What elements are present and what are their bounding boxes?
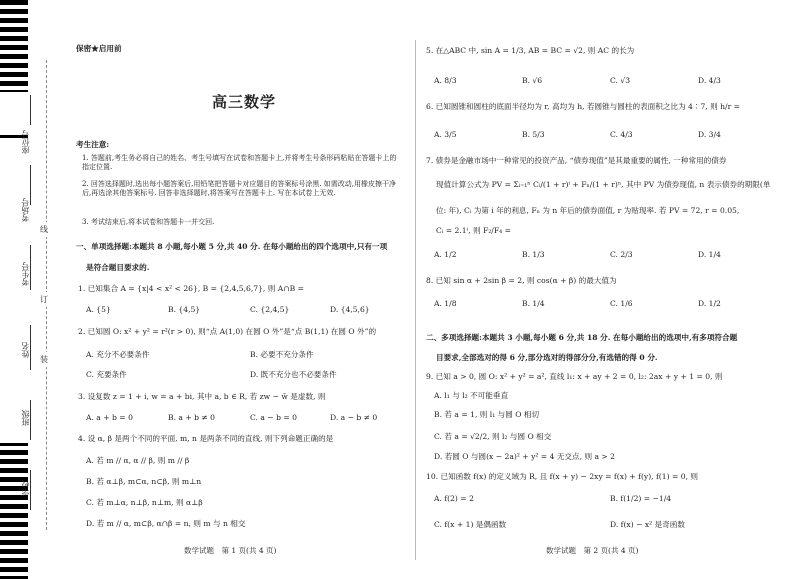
q8-option-b: B. 1/4 (522, 299, 545, 308)
q2-option-b: B. 必要不充分条件 (250, 350, 314, 359)
q9-option-c: C. 若 a = √2/2, 则 l₂ 与圆 O 相交 (434, 432, 552, 441)
q7-stem-line3: 位: 年), Cᵢ 为第 i 年的利息, Fₙ 为 n 年后的债券面值, r 为贴现率. 若 PV = 72, r = 0.05, (436, 206, 740, 215)
q10-option-d: D. f(x) − x² 是奇函数 (610, 520, 685, 529)
q9-option-d: D. 若圆 O 与圆(x − 2a)² + y² = 4 无交点, 则 a > 2 (434, 452, 615, 461)
q8-option-d: D. 1/2 (698, 299, 721, 308)
class-label: 班级 (21, 410, 30, 426)
page-title: 高三数学 (212, 93, 277, 111)
q1-option-c: C. {2,4,5} (250, 305, 290, 314)
q5-option-d: D. 4/3 (698, 76, 721, 85)
q3-option-c: C. a − b = 0 (250, 413, 297, 422)
q6-option-d: D. 3/4 (698, 130, 721, 139)
q7-option-b: B. 1/3 (522, 250, 545, 259)
q1-option-d: D. {4,5,6} (330, 305, 370, 314)
q7-option-c: C. 2/3 (610, 250, 633, 259)
q5-option-c: C. √3 (610, 76, 631, 85)
q1-option-b: B. {4,5} (168, 305, 201, 314)
q10-option-a: A. f(2) = 2 (434, 494, 474, 503)
notice-2: 2. 回答选择题时,选出每小题答案后,用铅笔把答题卡对应题目的答案标号涂黑. 如需改动,用橡皮擦干净后,再选涂其他答案标号. 回答非选择题时,将答案写在答题卡上. 写在本试卷上无效. (82, 180, 397, 198)
candidate-number-label: 考生号 (21, 262, 30, 286)
q4-option-a: A. 若 m // α, α // β, 则 m // β (86, 456, 190, 465)
q10-option-b: B. f(1/2) = −1/4 (610, 494, 672, 503)
secret-label: 保密★启用前 (76, 44, 122, 53)
q2-option-c: C. 充要条件 (86, 370, 127, 379)
cut-mark-bind: 订 (40, 292, 48, 307)
q9-option-b: B. 若 a = 1, 则 l₁ 与圆 O 相切 (434, 410, 540, 419)
q4-stem: 4. 设 α, β 是两个不同的平面, m, n 是两条不同的直线, 则下列命题正确的是 (78, 434, 334, 443)
q8-option-c: C. 1/6 (610, 299, 633, 308)
q3-option-a: A. a + b = 0 (86, 413, 133, 422)
q7-stem-line2: 现值计算公式为 PV = Σᵢ₌₁ⁿ Cᵢ/(1 + r)ⁱ + Fₙ/(1 + r)ⁿ, 其中 PV 为债券现值, n 表示债券的期限(单 (436, 180, 771, 189)
q1-option-a: A. {5} (86, 305, 111, 314)
q7-stem-line4: Cᵢ = 2.1ⁱ, 则 F₂/F₄ = (436, 226, 511, 235)
section2-heading: 二、多项选择题:本题共 3 小题,每小题 6 分,共 18 分. 在每小题给出的选项中,有多项符合题 (426, 333, 738, 342)
q5-option-a: A. 8/3 (434, 76, 457, 85)
page-1-footer: 数学试题 第 1 页(共 4 页) (184, 546, 277, 555)
section1-heading-cont: 是符合题目要求的. (86, 263, 150, 272)
notice-title: 考生注意: (76, 140, 110, 149)
section1-heading: 一、单项选择题:本题共 8 小题,每小题 5 分,共 40 分. 在每小题给出的四个选项中,只有一项 (76, 242, 388, 251)
q4-option-d: D. 若 m // α, m⊂β, α∩β = n, 则 m 与 n 相交 (86, 519, 246, 528)
section2-heading-cont: 目要求,全部选对的得 6 分,部分选对的得部分分,有选错的得 0 分. (436, 353, 658, 362)
q6-option-b: B. 5/3 (522, 130, 545, 139)
cut-mark-line: 线 (40, 222, 48, 237)
q8-option-a: A. 1/8 (434, 299, 457, 308)
q6-option-a: A. 3/5 (434, 130, 457, 139)
notice-3: 3. 考试结束后,将本试卷和答题卡一并交回. (82, 218, 215, 226)
name-label: 姓名 (21, 342, 30, 358)
binding-margin (0, 0, 70, 579)
q6-option-c: C. 4/3 (610, 130, 633, 139)
q9-option-a: A. l₁ 与 l₂ 不可能垂直 (434, 391, 509, 400)
q5-option-b: B. √6 (522, 76, 543, 85)
q5-stem: 5. 在△ABC 中, sin A = 1/3, AB = BC = √2, 则 AC 的长为 (426, 46, 635, 55)
q2-option-a: A. 充分不必要条件 (86, 350, 150, 359)
page-divider (415, 40, 416, 560)
q9-stem: 9. 已知 a > 0, 圆 O: x² + y² = a², 直线 l₁: x + ay + 2 = 0, l₂: 2ax + y + 1 = 0, 则 (426, 372, 723, 381)
q7-stem-line1: 7. 债券是金融市场中一种常见的投资产品, “债券现值”是其最重要的属性, 一种常用的债券 (426, 156, 727, 165)
q4-option-c: C. 若 m⊥α, n⊥β, n⊥m, 则 α⊥β (86, 498, 203, 507)
q2-option-d: D. 既不充分也不必要条件 (250, 370, 337, 379)
exam-room-label: 考场号 (21, 198, 30, 222)
q3-stem: 3. 设复数 z = 1 + i, w = a + bi, 其中 a, b ∈ R, 若 zw − w̄ 是虚数, 则 (78, 392, 326, 401)
school-label: 学校 (21, 480, 30, 496)
page-2 (424, 0, 784, 579)
q4-option-b: B. 若 α⊥β, m⊂α, n⊂β, 则 m⊥n (86, 477, 202, 486)
page-1 (72, 0, 407, 579)
q10-option-c: C. f(x + 1) 是偶函数 (434, 520, 507, 529)
q7-option-a: A. 1/2 (434, 250, 457, 259)
page-2-footer: 数学试题 第 2 页(共 4 页) (546, 546, 639, 555)
q6-stem: 6. 已知圆锥和圆柱的底面半径均为 r, 高均为 h, 若圆锥与圆柱的表面积之比为 4∶7, 则 h/r = (426, 102, 740, 111)
cut-mark-pack: 装 (40, 352, 48, 367)
q2-stem: 2. 已知圆 O: x² + y² = r²(r > 0), 则“点 A(1,0) 在圆 O 外”是“点 B(1,1) 在圆 O 外”的 (78, 327, 377, 336)
q3-option-d: D. a − b ≠ 0 (330, 413, 378, 422)
q10-stem: 10. 已知函数 f(x) 的定义域为 R, 且 f(x + y) − 2xy = f(x) + f(y), f(1) = 0, 则 (426, 472, 699, 481)
q7-option-d: D. 1/4 (698, 250, 721, 259)
notice-1: 1. 答题前,考生务必将自己的姓名、考生号填写在试卷和答题卡上,并将考生号条形码粘贴在答题卡上的指定位置. (82, 154, 397, 172)
q1-stem: 1. 已知集合 A = {x|4 < x² < 26}, B = {2,4,5,6,7}, 则 A∩B = (78, 284, 304, 293)
seat-number-label: 座位号 (21, 130, 30, 154)
q3-option-b: B. a + b ≠ 0 (168, 413, 216, 422)
q8-stem: 8. 已知 sin α + 2sin β = 2, 则 cos(α + β) 的最大值为 (426, 276, 617, 285)
